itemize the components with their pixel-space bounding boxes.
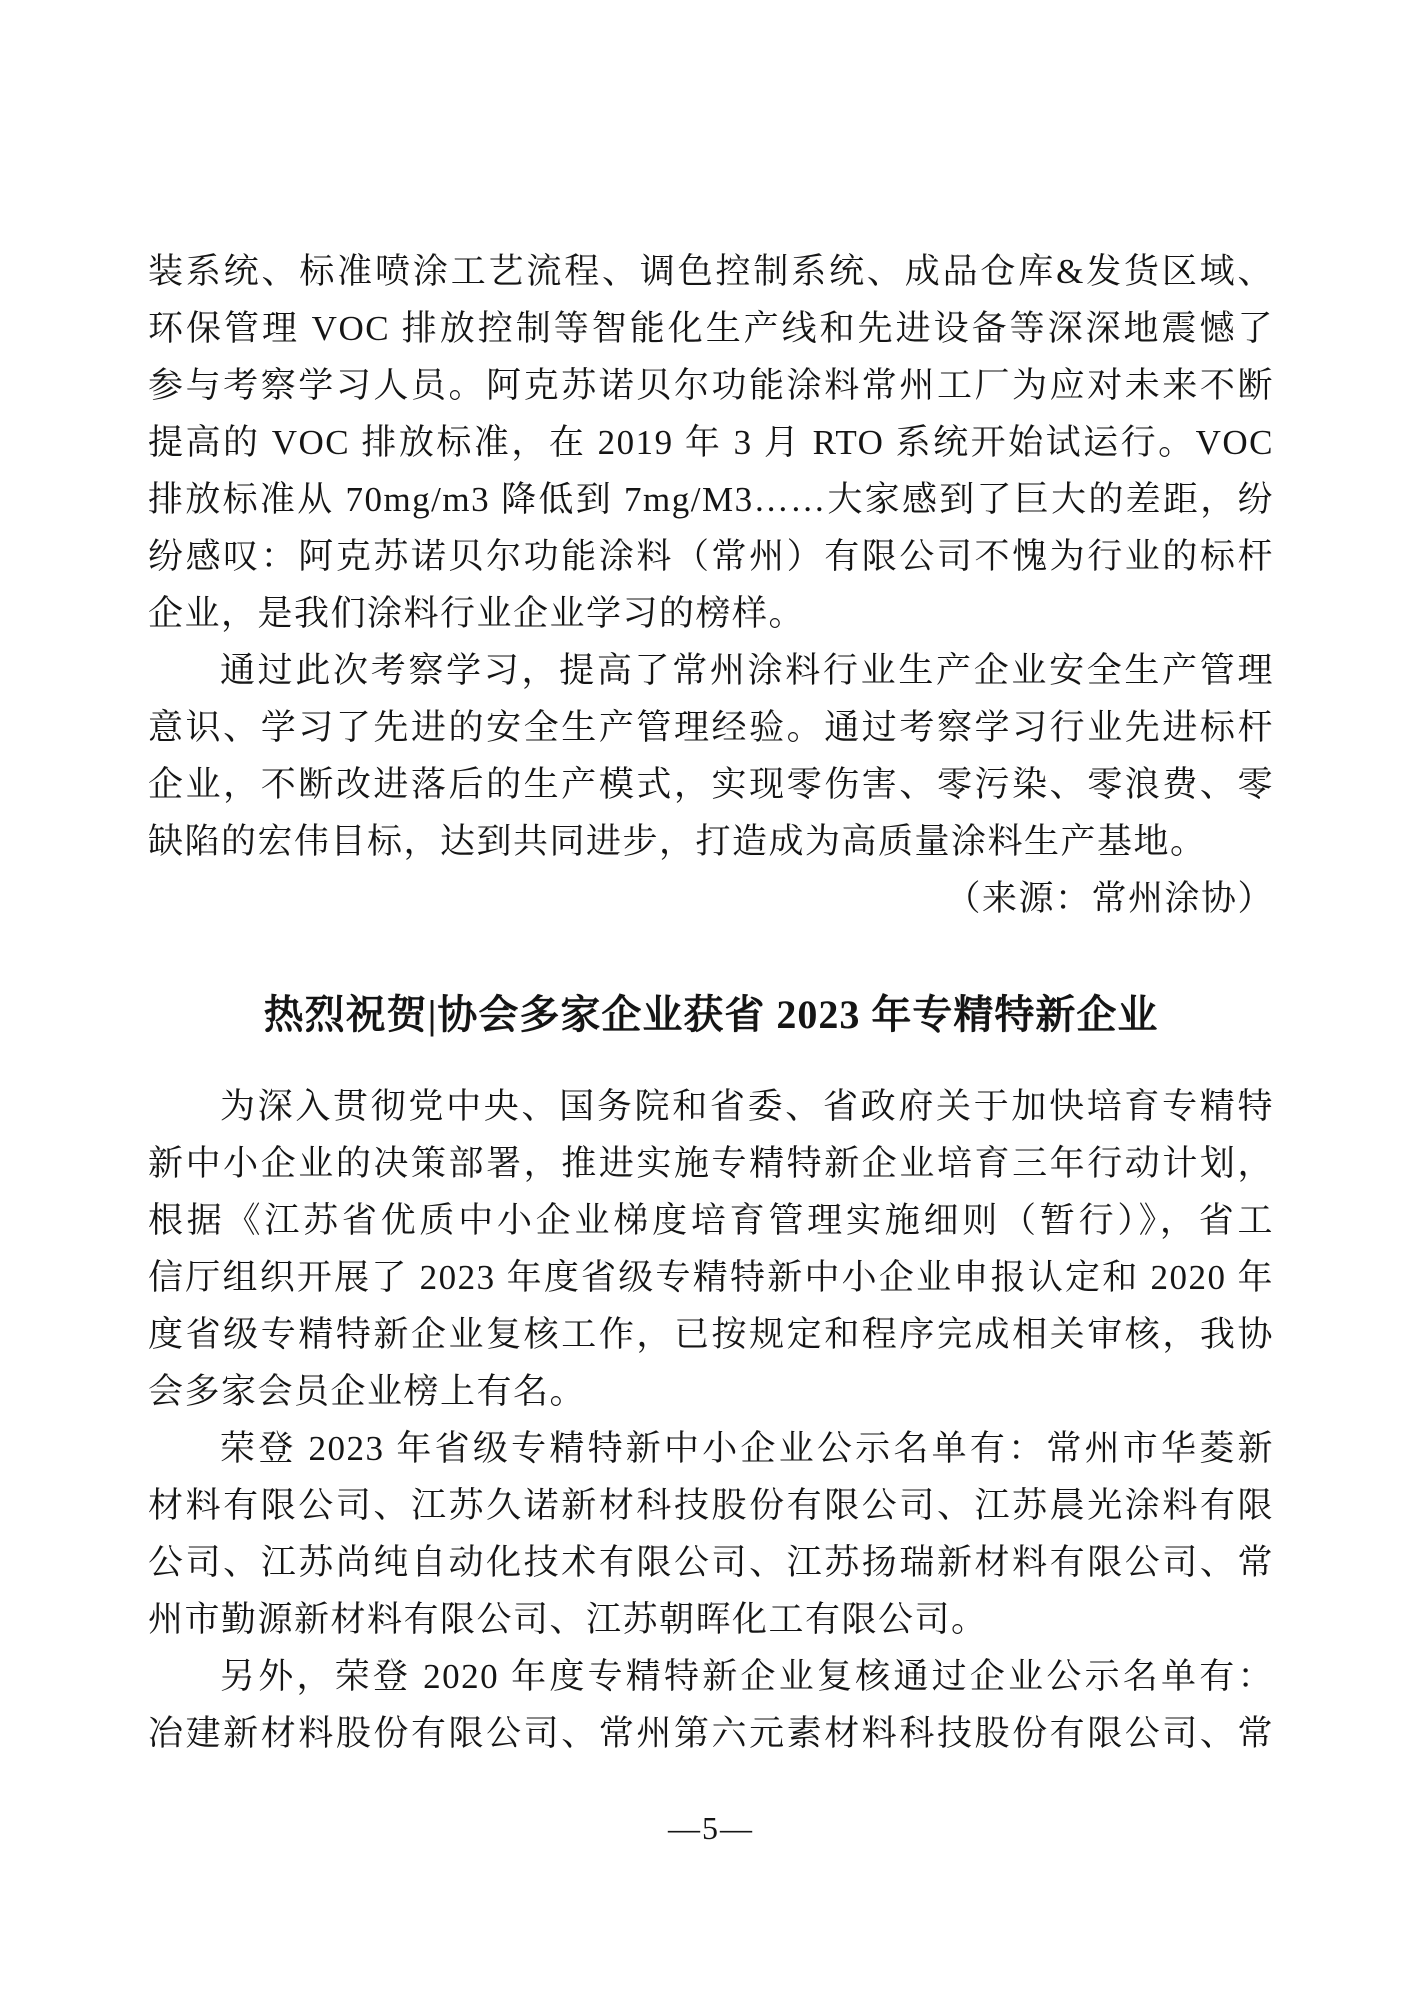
text-line: 公司、江苏尚纯自动化技术有限公司、江苏扬瑞新材料有限公司、常 [148, 1543, 1274, 1582]
text-line: 企业，不断改进落后的生产模式，实现零伤害、零污染、零浪费、零 [148, 765, 1274, 804]
text-line: 新中小企业的决策部署，推进实施专精特新企业培育三年行动计划， [148, 1144, 1274, 1183]
voc-report-section [148, 243, 1274, 927]
text-line: 另外，荣登 2020 年度专精特新企业复核通过企业公示名单有： [220, 1657, 1274, 1696]
text-line: 缺陷的宏伟目标，达到共同进步，打造成为高质量涂料生产基地。 [148, 822, 1207, 861]
text-line: 通过此次考察学习，提高了常州涂料行业生产企业安全生产管理 [220, 651, 1274, 690]
text-line: 参与考察学习人员。阿克苏诺贝尔功能涂料常州工厂为应对未来不断 [148, 366, 1274, 405]
text-line: 根据《江苏省优质中小企业梯度培育管理实施细则（暂行）》，省工 [148, 1201, 1274, 1240]
text-line: 企业，是我们涂料行业企业学习的榜样。 [148, 594, 806, 633]
section-heading: 热烈祝贺|协会多家企业获省 2023 年专精特新企业 [263, 992, 1159, 1037]
text-line: 提高的 VOC 排放标准，在 2019 年 3 月 RTO 系统开始试运行。VOC [148, 423, 1274, 462]
text-line: 材料有限公司、江苏久诺新材科技股份有限公司、江苏晨光涂料有限 [148, 1486, 1274, 1525]
text-line: 州市勤源新材料有限公司、江苏朝晖化工有限公司。 [148, 1600, 988, 1639]
text-line: 排放标准从 70mg/m3 降低到 7mg/M3……大家感到了巨大的差距，纷 [148, 480, 1274, 519]
text-line: 纷感叹：阿克苏诺贝尔功能涂料（常州）有限公司不愧为行业的标杆 [148, 537, 1274, 576]
text-line: 装系统、标准喷涂工艺流程、调色控制系统、成品仓库&发货区域、 [148, 252, 1274, 291]
text-line: 荣登 2023 年省级专精特新中小企业公示名单有：常州市华菱新 [220, 1429, 1274, 1468]
text-line: 冶建新材料股份有限公司、常州第六元素材料科技股份有限公司、常 [148, 1714, 1274, 1753]
document-text-block [148, 243, 1274, 1857]
text-line: 会多家会员企业榜上有名。 [148, 1372, 587, 1411]
text-line: 为深入贯彻党中央、国务院和省委、省政府关于加快培育专精特 [220, 1087, 1274, 1126]
text-line: 度省级专精特新企业复核工作，已按规定和程序完成相关审核，我协 [148, 1315, 1274, 1354]
source-attribution: （来源：常州涂协） [945, 879, 1274, 918]
award-news-body [148, 1078, 1274, 1762]
text-line: 意识、学习了先进的安全生产管理经验。通过考察学习行业先进标杆 [148, 708, 1274, 747]
text-line: 信厅组织开展了 2023 年度省级专精特新中小企业申报认定和 2020 年 [148, 1258, 1274, 1297]
award-news-section [148, 985, 1274, 1762]
text-line: 环保管理 VOC 排放控制等智能化生产线和先进设备等深深地震憾了 [148, 309, 1274, 348]
page-number: —5— [668, 1810, 754, 1846]
